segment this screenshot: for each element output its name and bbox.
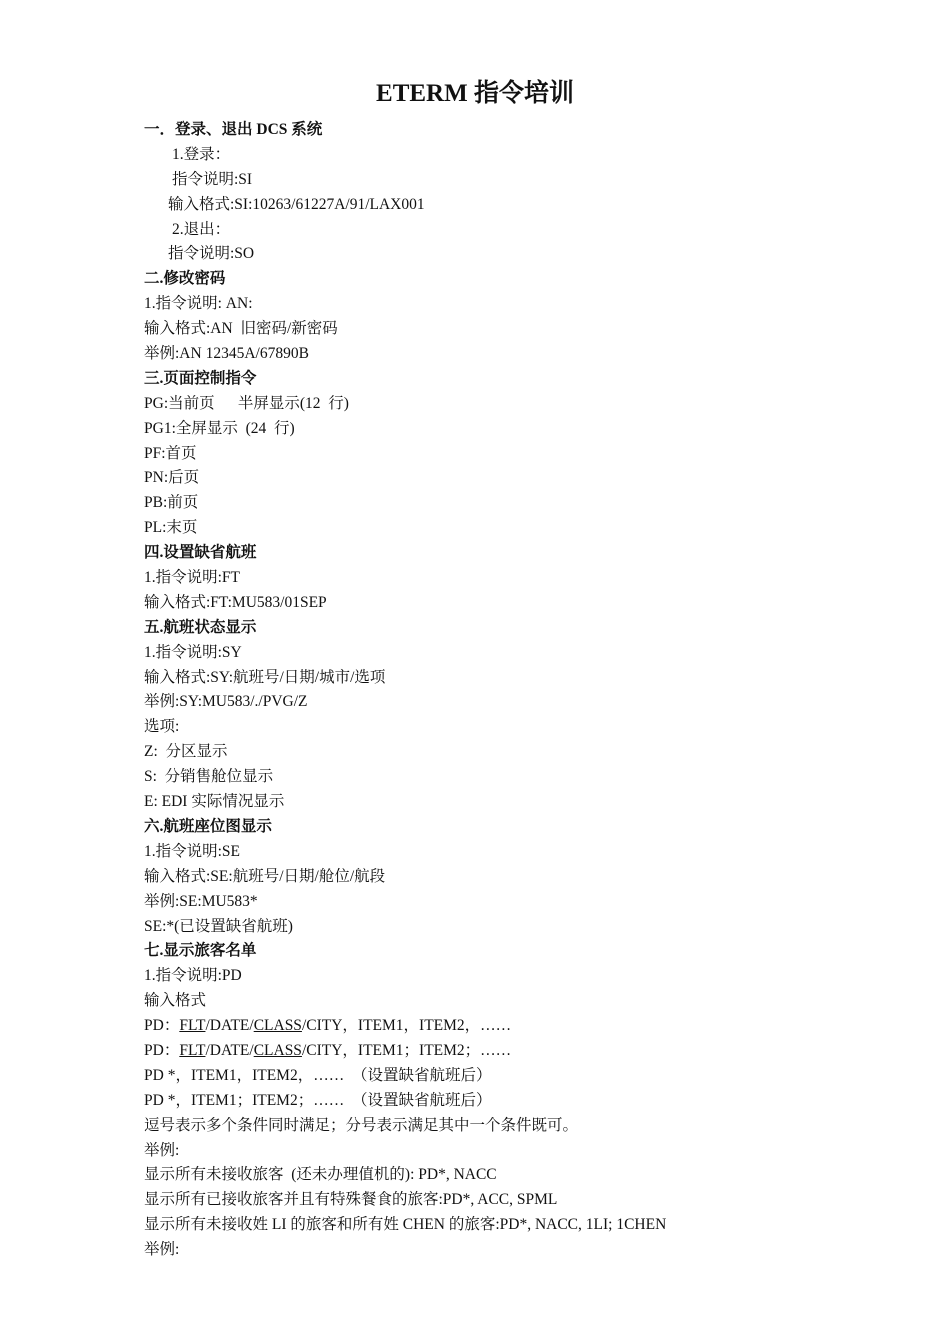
text-line: 1.登录：: [172, 145, 231, 163]
pd-segment: PD：: [144, 1017, 180, 1035]
section-heading: 四.设置缺省航班: [144, 544, 257, 562]
text-line: 输入格式:SY:航班号/日期/城市/选项: [144, 668, 386, 686]
text-line: 举例:SE:MU583*: [144, 892, 258, 910]
section-heading: 五.航班状态显示: [144, 618, 257, 636]
text-line: PD *，ITEM1，ITEM2，…… （设置缺省航班后）: [144, 1066, 492, 1084]
text-line: 举例:AN 12345A/67890B: [144, 345, 309, 363]
class-underlined: CLASS: [253, 1017, 302, 1035]
text-line: 输入格式: [144, 992, 207, 1010]
text-line: PL:末页: [144, 519, 198, 537]
text-line: 输入格式:FT:MU583/01SEP: [144, 593, 327, 611]
pd-segment: /CITY，ITEM1；ITEM2；……: [301, 1041, 512, 1059]
section-heading: 六.航班座位图显示: [144, 817, 272, 835]
text-line: 逗号表示多个条件同时满足；分号表示满足其中一个条件既可。: [144, 1116, 579, 1134]
section-heading: 七.显示旅客名单: [144, 942, 257, 960]
text-line: 1.指令说明:PD: [144, 967, 242, 985]
pd-format-line: [144, 1014, 844, 1039]
text-line: PB:前页: [144, 494, 199, 512]
text-line: 显示所有未接收旅客 (还未办理值机的): PD*, NACC: [144, 1166, 497, 1184]
text-line: 1.指令说明:FT: [144, 569, 241, 587]
pd-segment: /DATE/: [205, 1017, 254, 1035]
text-line: 1.指令说明:SE: [144, 842, 241, 860]
document-title: ETERM 指令培训: [376, 80, 574, 107]
text-line: PG:当前页 半屏显示(12 行): [144, 394, 349, 412]
text-line: E: EDI 实际情况显示: [144, 793, 285, 811]
text-line: PF:首页: [144, 444, 197, 462]
document-body: [144, 118, 844, 1263]
text-line: 显示所有未接收姓 LI 的旅客和所有姓 CHEN 的旅客:PD*, NACC, 1LI; 1CHEN: [144, 1216, 667, 1234]
section-heading: 二.修改密码: [144, 270, 226, 288]
text-line: 1.指令说明:SY: [144, 643, 242, 661]
text-line: 选项:: [144, 718, 180, 736]
text-line: 指令说明:SO: [168, 245, 255, 263]
text-line: 1.指令说明: AN:: [144, 295, 253, 313]
pd-segment: PD：: [144, 1041, 180, 1059]
text-line: PN:后页: [144, 469, 200, 487]
flt-underlined: FLT: [179, 1041, 206, 1059]
pd-segment: /DATE/: [205, 1041, 254, 1059]
section-heading: 一．登录、退出 DCS 系统: [144, 121, 323, 138]
text-line: 指令说明:SI: [172, 170, 253, 188]
text-line: Z: 分区显示: [144, 743, 228, 761]
text-line: PD *，ITEM1；ITEM2；…… （设置缺省航班后）: [144, 1091, 492, 1109]
text-line: 举例:: [144, 1141, 180, 1159]
text-line: 2.退出：: [172, 220, 231, 238]
text-line: 输入格式:SI:10263/61227A/91/LAX001: [168, 195, 425, 213]
text-line: PG1:全屏显示 (24 行): [144, 419, 295, 437]
text-line: 举例:SY:MU583/./PVG/Z: [144, 693, 308, 711]
pd-segment: /CITY，ITEM1，ITEM2，……: [301, 1017, 512, 1035]
text-line: S: 分销售舱位显示: [144, 768, 274, 786]
text-line: 显示所有已接收旅客并且有特殊餐食的旅客:PD*, ACC, SPML: [144, 1191, 558, 1209]
text-line: SE:*(已设置缺省航班): [144, 917, 293, 935]
flt-underlined: FLT: [179, 1017, 206, 1035]
pd-format-line: [144, 1039, 844, 1064]
text-line: 输入格式:AN 旧密码/新密码: [144, 320, 338, 338]
class-underlined: CLASS: [253, 1041, 302, 1059]
text-line: 举例:: [144, 1241, 180, 1259]
text-line: 输入格式:SE:航班号/日期/舱位/航段: [144, 867, 386, 885]
section-heading: 三.页面控制指令: [144, 369, 257, 387]
